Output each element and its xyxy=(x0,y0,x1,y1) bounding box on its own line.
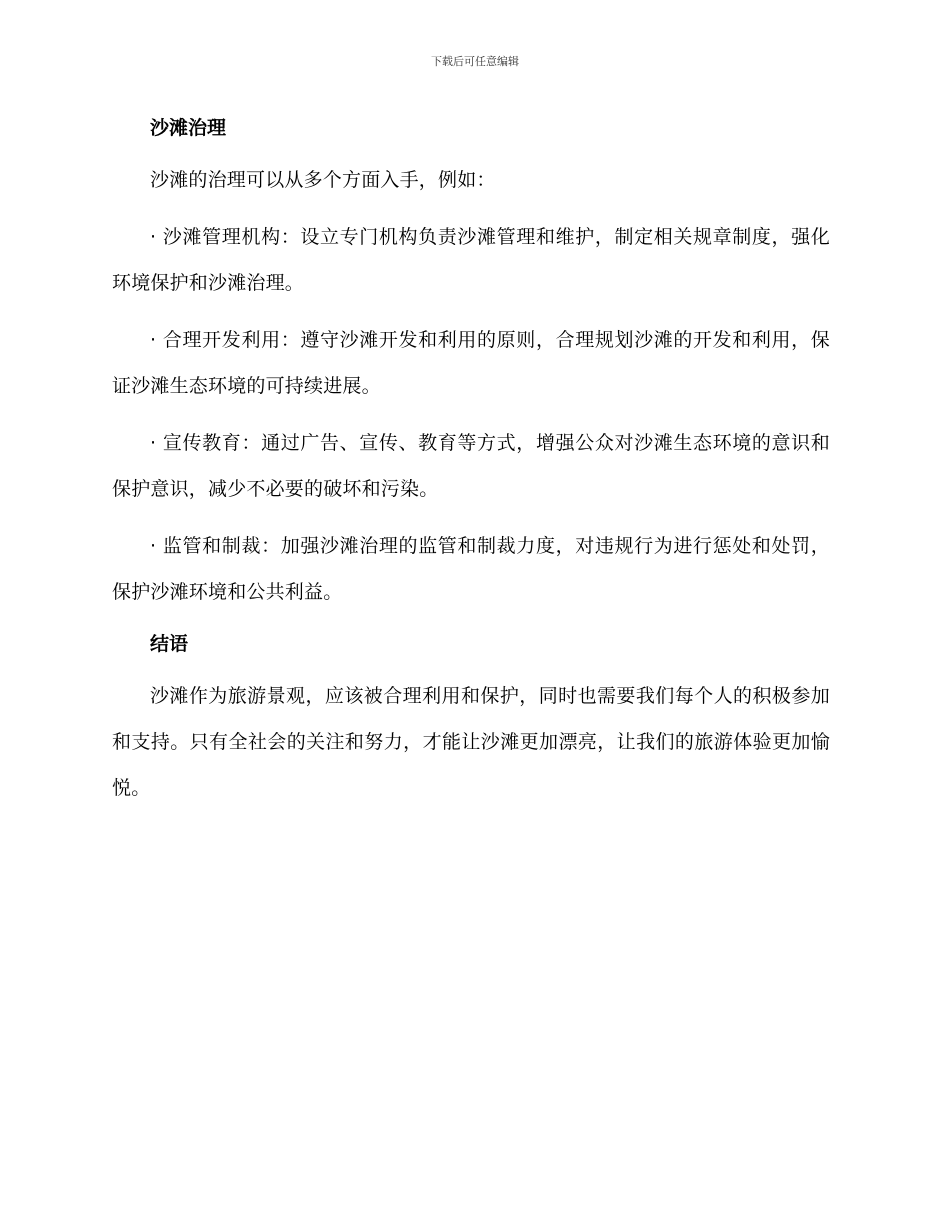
conclusion-body: 沙滩作为旅游景观，应该被合理利用和保护，同时也需要我们每个人的积极参加和支持。只有全社会的关注和努力，才能让沙滩更加漂亮，让我们的旅游体验更加愉悦。 xyxy=(112,685,830,799)
section-heading-conclusion: 结语 xyxy=(150,633,189,655)
governance-intro: 沙滩的治理可以从多个方面入手，例如： xyxy=(150,169,496,191)
section-heading-governance: 沙滩治理 xyxy=(150,117,227,139)
document-body xyxy=(112,110,830,822)
governance-item-education: · 宣传教育：通过广告、宣传、教育等方式，增强公众对沙滩生态环境的意识和保护意识，减少不必要的破坏和污染。 xyxy=(112,432,830,500)
governance-item-supervision: · 监管和制裁：加强沙滩治理的监管和制裁力度，对违规行为进行惩处和处罚，保护沙滩环境和公共利益。 xyxy=(112,535,830,603)
governance-item-development: · 合理开发利用：遵守沙滩开发和利用的原则，合理规划沙滩的开发和利用，保证沙滩生态环境的可持续进展。 xyxy=(112,329,830,397)
page-header: 下载后可任意编辑 xyxy=(431,55,519,68)
governance-item-management: · 沙滩管理机构：设立专门机构负责沙滩管理和维护，制定相关规章制度，强化环境保护和沙滩治理。 xyxy=(112,226,830,294)
